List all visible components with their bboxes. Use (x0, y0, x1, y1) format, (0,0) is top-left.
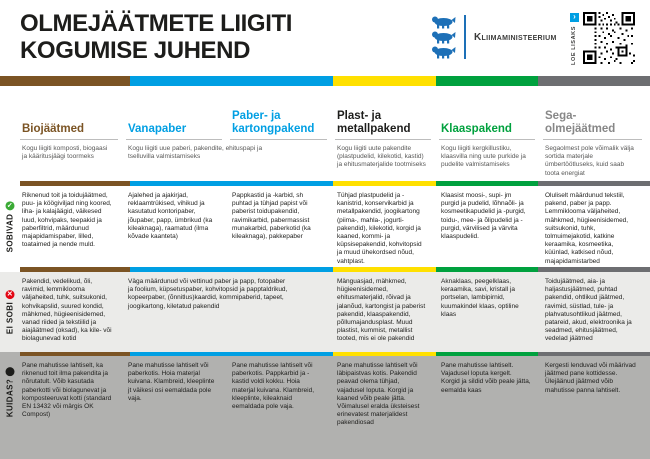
not-suitable-sega: Toidujäätmed, aia- ja haljastusjäätmed, puhtad pakendid, ohtlikud jäätmed, ravimid, süstlad, tule- ja plahvatusohtlikud jäätmed, patareid, akud, elektroonika ja seadmed, ehitusjäätmed, vedelad jäätmed (545, 278, 632, 343)
qr-code (583, 12, 635, 64)
how-paber-kartong: Pane mahutisse lahtiselt või paberkotis. Pappkarbid ja -kastid voldi kokku. Hoia materjal kuivana. Klambreid, kleeplinte, kileaknaid eemaldada pole vaja. (232, 362, 315, 411)
suitable-vanapaber: Ajalehed ja ajakirjad, reklaamtrükised, vihikud ja kasutatud kontoripaber, jõupaber, papp, ümbrikud (ka kileaknaga), raamatud (ilma kõvade kaanteta) (128, 192, 213, 241)
arrow-right-icon: › (570, 13, 579, 22)
how-plast-metall: Pane mahutisse lahtiselt või läbipaistvas kotis. Pakendid peavad olema tühjad, vajadusel loputa. Korgid ja kaaned võib peale jätta. Võimalusel eralda üksteisest erinevatest materjalidest pakendiosad (337, 362, 420, 427)
suitable-klaas: Klaasist moosi-, supi- jm purgid ja pudelid, lõhnaõli- ja kosmeetikapudelid ja -purgid, toidu-, mee- ja õlipudelid ja -purgid, värvilised ja värvita klaaspudelid. (441, 192, 526, 241)
how-sega: Kergesti lenduvad või määrivad jäätmed pane kottidesse. Ülejäänud jäätmed võib mahutisse panna lahtiselt. (545, 362, 636, 394)
not-suitable-plast-metall: Mänguasjad, mähkmed, hügieenisidemed, ehitusmaterjalid, rõivad ja jalanõud, kartongist ja paberist pakendid, klaaspakendid, põllumajandusplast. Muud plastist, kummist, metallist tooted, mis ei ole pakendid (337, 278, 426, 343)
stripe-seg-mixed (538, 352, 650, 356)
not-suitable-row-label (0, 272, 20, 352)
desc-paper-shared: Kogu liigiti uue paberi, pakendite, ehituspapi ja tselluvilla valmistamiseks (128, 145, 263, 161)
suitable-paber-kartong: Pappkastid ja -karbid, sh puhtad ja tühjad papist või paberist toidupakendid, ravimikarbid, pabermassist munakarbid, paberkotid (ka kileaknaga), pakkepaber (232, 192, 311, 241)
logo-divider (464, 15, 466, 59)
column-title-paber-kartong: Paber- ja kartongpakend (230, 88, 327, 140)
category-color-stripe-top (0, 76, 650, 86)
not-suitable-paper-shared: Väga määrdunud või vettinud paber ja papp, fotopaber ja foolium, küpsetuspaber, kohvitopsid ja papptaldrikud, kopeerpaber, (õnnitlus)kaardid, kommipaberid, tapeet, joogikartong, kiletatud pakendid (128, 278, 288, 310)
how-bio: Pane mahutisse lahtiselt, ka riknenud toit ilma pakendita ja nõrutatult. Võib kasutada paberkotti või biolagunevat ja komposteeruvat kotti (standard EN 13432 või märgis OK Compost) (22, 362, 112, 419)
ministry-name: Kliimaministeerium (474, 31, 557, 43)
qr-caption: LOE LISAKS (571, 26, 577, 66)
page-title-line1: OLMEJÄÄTMETE LIIGITI (20, 10, 292, 37)
how-vanapaber: Pane mahutisse lahtiselt või paberkotis. Hoia materjal kuivana. Klambreid, kleeplinte jt väikesi osi eemaldada pole vaja. (128, 362, 215, 402)
stripe-seg-plastic-metal (333, 352, 436, 356)
column-title-klaas: Klaaspakend (439, 88, 535, 140)
qr-caption-block (570, 13, 581, 67)
cross-circle-icon: ✕ (6, 290, 14, 298)
suitable-bio: Riknenud toit ja toidujäätmed, puu- ja köögiviljad ning koored, liha- ja kalajäägid, väikesed luud, kohvipaks, teepakid ja paberfiltrid, määrdunud majapidamispaber, lilled, toataimed ja nende muld. (22, 192, 112, 249)
how-row-label-text: KUIDAS? (5, 378, 15, 418)
stripe-seg-glass (436, 352, 538, 356)
not-suitable-bio: Pakendid, vedelikud, õli, ravimid, lemmiklooma väljaheited, tuhk, suitsukonid, kohvikapslid, suured kondid, mähkmed, hügieenisidemed, vanad riided ja tekstiilid ja aiajäätmed (oksad), ka kile- või biolagunevad kotid (22, 278, 112, 343)
desc-plast-metall: Kogu liigiti uute pakendite (plastpudelid, kilekotid, kastid) ja ehitusmaterjalide tootmiseks (337, 145, 426, 169)
suitable-row-label (0, 186, 20, 267)
how-row-label (0, 352, 20, 459)
page-title (20, 10, 292, 64)
how-row (0, 352, 650, 459)
how-klaas: Pane mahutisse lahtiselt. Vajadusel loputa kergelt. Korgid ja sildid võib peale jätta, eemalda kaas (441, 362, 531, 394)
desc-sega: Segaolmest pole võimalik välja sortida materjale ümbertöötluseks, kuid saab toota energiat (545, 145, 634, 177)
ministry-logo-block (430, 15, 566, 59)
not-suitable-klaas: Aknaklaas, peegelklaas, keraamika, savi, kristall ja portselan, lambipirnid, kuumakindel klaas, optiline klaas (441, 278, 519, 318)
not-suitable-row (0, 272, 650, 352)
stripe-seg-plastic-metal (333, 76, 436, 86)
suitable-row (0, 186, 650, 267)
stripe-seg-paper (130, 76, 333, 86)
column-title-sega: Sega-olmejäätmed (543, 88, 642, 140)
column-title-bio: Biojäätmed (20, 88, 118, 140)
suitable-sega: Oluliselt määrdunud tekstiil, pakend, paber ja papp. Lemmiklooma väljaheited, mähkmed, hügieenisidemed, suitsukonid, tuhk, tolmuimejakotid, katkine keraamika, kosmeetika, küünlad, katkised nõud, majapidamistarbed (545, 192, 629, 265)
not-suitable-row-label-text: EI SOBI (5, 301, 15, 335)
column-title-vanapaber: Vanapaber (126, 88, 222, 140)
suitable-plast-metall: Tühjad plastpudelid ja -kanistrid, konservikarbid ja metallpakendid, joogikartong (piima-, mahla-, jogurti-pakendid), kilekotid, korgid ja kaaned, kommi- ja küpsisepakendid, kohvitopsid ja muud ühekordsed nõud, vahtplast. (337, 192, 422, 265)
category-color-stripe-how (20, 352, 650, 356)
desc-klaas: Kogu liigiti kergkillustiku, klaasvilla ning uute purkide ja pudelite valmistamiseks (441, 145, 526, 169)
stripe-seg-bio (20, 352, 130, 356)
column-headers-row (0, 88, 650, 140)
suitable-row-label-text: SOBIVAD (5, 213, 15, 252)
stripe-seg-glass (436, 76, 538, 86)
dot-circle-icon (6, 367, 15, 376)
column-title-plast-metall: Plast- ja metallpakend (335, 88, 431, 140)
page-title-line2: KOGUMISE JUHEND (20, 37, 251, 64)
estonian-coat-of-arms-icon (430, 15, 456, 59)
desc-bio: Kogu liigiti komposti, biogaasi ja kääritusjäägi toormeks (22, 145, 108, 161)
check-circle-icon: ✓ (6, 202, 14, 210)
stripe-seg-paper (130, 352, 333, 356)
column-descriptions-row (0, 145, 650, 181)
stripe-seg-bio (0, 76, 130, 86)
stripe-seg-mixed (538, 76, 650, 86)
